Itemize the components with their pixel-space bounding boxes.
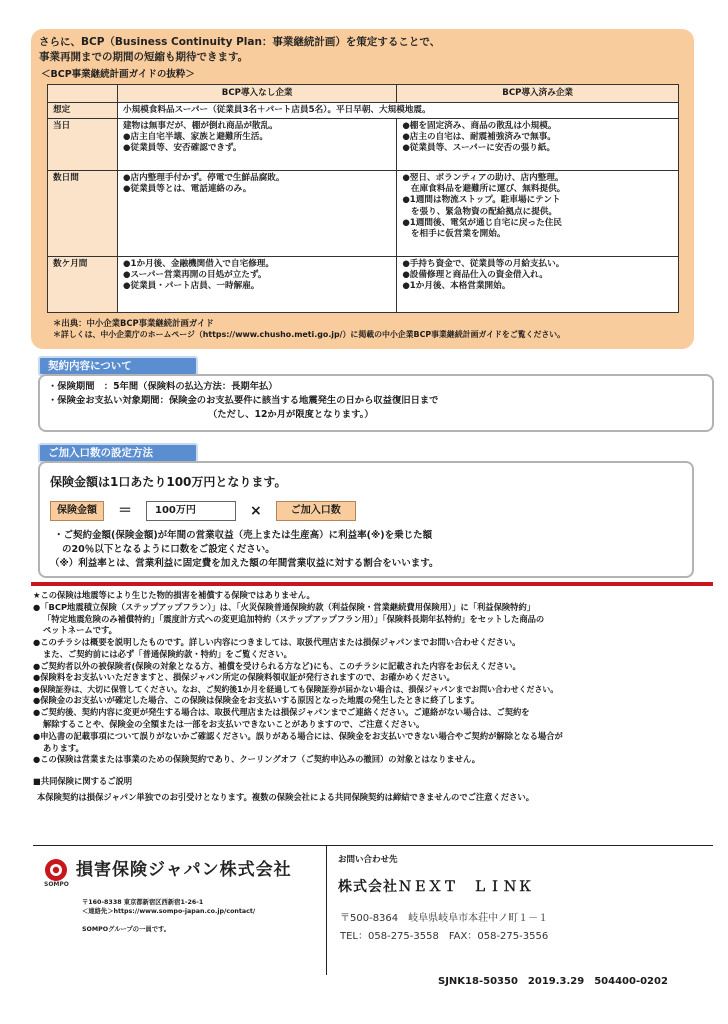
amount-label: 保険金額 bbox=[50, 501, 104, 521]
cell-day-with: ●棚を固定済み、商品の散乱は小規模。 ●店主の自宅は、耐震補強済みで無事。 ●従業員等、スーパーに安否の張り紙。 bbox=[397, 119, 679, 171]
coinsurance-title: ■共同保険に関するご説明 bbox=[33, 776, 133, 787]
insurer-address: 〒160-8338 東京都新宿区西新宿1-26-1 ＜連絡先＞https://www.sompo-japan.co.jp/contact/ bbox=[82, 899, 256, 915]
cell-day-without: 建物は無事だが、棚が倒れ商品が散乱。 ●店主自宅半壊、家族と避難所生活。 ●従業員等、安否確認できず。 bbox=[118, 119, 397, 171]
cell-months-with: ●手持ち資金で、従業員等の月給支払い。 ●設備修理と商品仕入の資金借入れ。 ●1か月後、本格営業開始。 bbox=[397, 257, 679, 313]
row-label-months: 数ケ月間 bbox=[48, 257, 118, 313]
units-heading: ご加入口数の設定方法 bbox=[38, 443, 198, 463]
header-with-bcp: BCP導入済み企業 bbox=[397, 84, 679, 102]
row-label-day: 当日 bbox=[48, 119, 118, 171]
agency-address: 〒500-8364 岐阜県岐阜市本荘中ノ町１－１ TEL：058-275-3558 FAX：058-275-3556 bbox=[340, 913, 549, 942]
contract-heading: 契約内容について bbox=[38, 356, 198, 376]
calc-formula bbox=[50, 501, 356, 521]
row-label-assumption: 想定 bbox=[48, 102, 118, 118]
bcp-notes: ＊出典：中小企業BCP事業継続計画ガイド ＊詳しくは、中小企業庁のホームページ（https://www.chusho.meti.go.jp/）に掲載の中小企業BCP事業継続計画ガイドをご覧ください。 bbox=[53, 318, 566, 340]
table-corner bbox=[48, 84, 118, 102]
bcp-comparison-table bbox=[47, 84, 679, 313]
row-label-days: 数日間 bbox=[48, 171, 118, 257]
units-label: ご加入口数 bbox=[276, 501, 356, 521]
bcp-intro: さらに、BCP（Business Continuity Plan：事業継続計画）を策定することで、 事業再開までの期間の短縮も期待できます。 bbox=[39, 36, 441, 64]
header-without-bcp: BCP導入なし企業 bbox=[118, 84, 397, 102]
agency-name: 株式会社ＮＥＸＴ ＬＩＮＫ bbox=[338, 879, 533, 895]
units-rule: 保険金額は1口あたり100万円となります。 bbox=[50, 475, 287, 489]
sompo-logo-icon bbox=[44, 858, 68, 882]
times-sign: × bbox=[250, 502, 262, 519]
units-notes: ・ご契約金額(保険金額)が年間の営業収益（売上または生産高）に利益率(※)を乗じた額 の20％以下となるように口数をご設定ください。 （※）利益率とは、営業利益に固定費を加えた額の年間営業収益に対する割合をいいます。 bbox=[50, 530, 439, 569]
footer-rule bbox=[33, 845, 713, 846]
unit-value: 100万円 bbox=[146, 501, 236, 521]
group-line: SOMPOグループの一員です。 bbox=[82, 926, 171, 933]
red-divider bbox=[31, 582, 713, 586]
cell-days-without: ●店内整理手付かず。停電で生鮮品腐敗。 ●従業員等とは、電話連絡のみ。 bbox=[118, 171, 397, 257]
disclaimers: ★この保険は地震等により生じた物的損害を補償する保険ではありません。 ●「BCP地震積立保険（ステップアップフラン）」は、「火災保険普通保険約款（利益保険・営業継続費用保険用）」に「利益保険特約」 「特定地震危険のみ補償特約」「震度計方式への変更追加特約（ステップアップフラン用）」「保険料長期年払特約」をセットした商品の ペットネームです。 ●このチラシは概要を説明したものです。詳しい内容につきましては、取扱代理店または損保ジャパンまでお問い合わせください。 また、ご契約前には必ず「普通保険約款・特約」をご覧ください。 ●ご契約者以外の被保険者(保険の対象となる方、補償を受けられる方など)にも、このチラシに記載された内容をお伝えください。 ●保険料をお支払いいただきますと、損保ジャパン所定の保険料領収証が発行されますので、お確かめください。 ●保険証券は、大切に保管してください。なお、ご契約後1か月を経過しても保険証券が届かない場合は、損保ジャパンまでお問い合わせください。 ●保険金のお支払いが確定した場合、この保険は保険金をお支払いする原因となった地震の発生したときに終了します。 ●ご契約後、契約内容に変更が発生する場合は、取扱代理店または損保ジャパンまでご連絡ください。ご連絡がない場合は、ご契約を 解除することや、保険金の全額または一部をお支払いできないことがありますので、ご注意ください。 ●申込書の記載事項について誤りがないかご確認ください。誤りがある場合には、保険金をお支払いできない場合やご契約が解除となる場合が あります。 ●この保険は営業または事業のための保険契約であり、クーリングオフ（ご契約申込みの撤回）の対象とはなりません。 ■共同保険に関するご説明 本保険契約は損保ジャパン単独でのお引受けとなります。複数の保険会社による共同保険契約は締結できませんのでご注意ください。 bbox=[33, 590, 713, 804]
cell-months-without: ●1か月後、金融機関借入で自宅修理。 ●スーパー営業再開の目処が立たず。 ●従業員・パート店員、一時解雇。 bbox=[118, 257, 397, 313]
cell-days-with: ●翌日、ボランティアの助け、店内整理。 在庫食料品を避難所に運び、無料提供。 ●1週間は物流ストップ。駐車場にテント を張り、緊急物資の配給拠点に提供。 ●1週間後、電気が通じ自宅に戻った住民 を相手に仮営業を開始。 bbox=[397, 171, 679, 257]
document-code: SJNK18-50350 2019.3.29 504400-0202 bbox=[438, 976, 668, 987]
contract-box: ・保険期間 ：5年間（保険料の払込方法：長期年払） ・保険金お支払い対象期間：保険金のお支払要件に該当する地震発生の日から収益復旧日まで （ただし、12か月が限度となります。） bbox=[38, 374, 714, 432]
coinsurance-text: 本保険契約は損保ジャパン単独でのお引受けとなります。複数の保険会社による共同保険契約は締結できませんのでご注意ください。 bbox=[37, 791, 534, 802]
footer-divider bbox=[326, 845, 327, 975]
units-box bbox=[38, 461, 694, 578]
contact-label: お問い合わせ先 bbox=[338, 855, 398, 865]
insurer-logo bbox=[44, 858, 292, 882]
guide-title: ＜BCP事業継続計画ガイドの抜粋＞ bbox=[41, 69, 195, 81]
bcp-section bbox=[31, 29, 694, 349]
sompo-brand: SOMPO bbox=[44, 881, 69, 888]
equals-sign: ＝ bbox=[118, 502, 132, 519]
insurer-name: 損害保険ジャパン株式会社 bbox=[76, 859, 292, 880]
assumption-text: 小規模食料品スーパー（従業員3名＋パート店員5名）。平日早朝、大規模地震。 bbox=[118, 102, 679, 118]
